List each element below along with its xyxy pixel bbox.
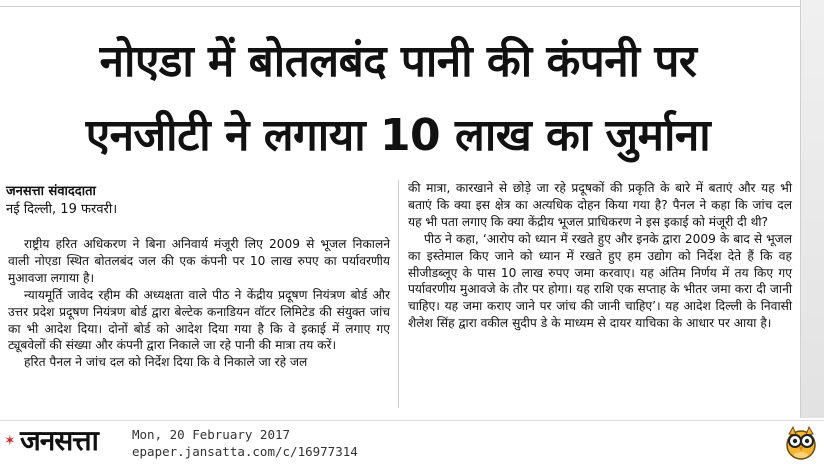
owl-mascot-icon[interactable] <box>784 424 818 460</box>
logo-star-icon: ✶ <box>4 433 16 449</box>
article-column-left <box>8 236 390 371</box>
column-divider <box>398 180 399 408</box>
byline-reporter: जनसत्ता संवाददाता <box>6 184 96 199</box>
paragraph: हरित पैनल ने जांच दल को निर्देश दिया कि वे निकाले जा रहे जल <box>24 355 308 370</box>
headline-line-2: एनजीटी ने लगाया 10 लाख का जुर्माना <box>85 110 711 161</box>
headline-line-1: नोएडा में बोतलबंद पानी की कंपनी पर <box>99 36 697 87</box>
paragraph: राष्ट्रीय हरित अधिकरण ने बिना अनिवार्य मंजूरी लिए 2009 से भूजल निकालने वाली नोएडा स्थित बोतलबंद जल की एक कंपनी पर 10 लाख रुपए का पर्यावरणीय मुआवजा लगाया है। <box>8 237 390 285</box>
paragraph: न्यायमूर्ति जावेद रहीम की अध्यक्षता वाले पीठ ने केंद्रीय प्रदूषण नियंत्रण बोर्ड और उत्तर प्रदेश प्रदूषण नियंत्रण बोर्ड द्वारा बेल्टेक कनाडियन वॉटर लिमिटेड की संयुक्त जांच का भी आदेश दिया। दोनों बोर्ड को आदेश दिया गया है कि वे इकाई में लगाए गए ट्यूबवेलों की संख्या और कंपनी द्वारा निकाले जा रहे पानी की मात्रा तय करें। <box>8 287 390 353</box>
byline-dateline: नई दिल्ली, 19 फरवरी। <box>6 202 118 217</box>
paragraph: की मात्रा, कारखाने से छोड़े जा रहे प्रदूषकों की प्रकृति के बारे में बताएं और यह भी बताएं कि क्या इस क्षेत्र का अत्यधिक दोहन किया गया है? पैनल ने कहा कि जांच दल यह भी पता लगाए कि क्या केंद्रीय भूजल प्राधिकरण ने इस इकाई को मंजूरी दी थी? <box>408 181 792 229</box>
page-edge-scrollbar[interactable] <box>800 0 824 418</box>
jansatta-logo[interactable]: जनसत्ता <box>20 424 98 457</box>
footer <box>0 420 824 464</box>
footer-url-link[interactable]: epaper.jansatta.com/c/16977314 <box>132 444 358 459</box>
paragraph: पीठ ने कहा, ‘आरोप को ध्यान में रखते हुए और इनके द्वारा 2009 के बाद से भूजल का इस्तेमाल किए जाने को ध्यान में रखते हुए हम उद्योग को निर्देश देते हैं कि वह सीजीडब्लूए के पास 10 लाख रुपए जमा करवाए। यह अंतिम निर्णय में तय किए गए पर्यावरणीय मुआवजे के तौर पर होगा। यह राशि एक सप्ताह के भीतर जमा करा दी जानी चाहिए। यह जमा कराए जाने पर जांच की जानी चाहिए’। यह आदेश दिल्ली के निवासी शैलेश सिंह द्वारा वकील सुदीप डे के माध्यम से दायर याचिका के आधार पर आया है। <box>408 231 792 331</box>
page-top-strip <box>0 0 800 7</box>
footer-date: Mon, 20 February 2017 <box>132 427 291 442</box>
article-column-right <box>408 180 792 332</box>
byline <box>6 183 206 219</box>
